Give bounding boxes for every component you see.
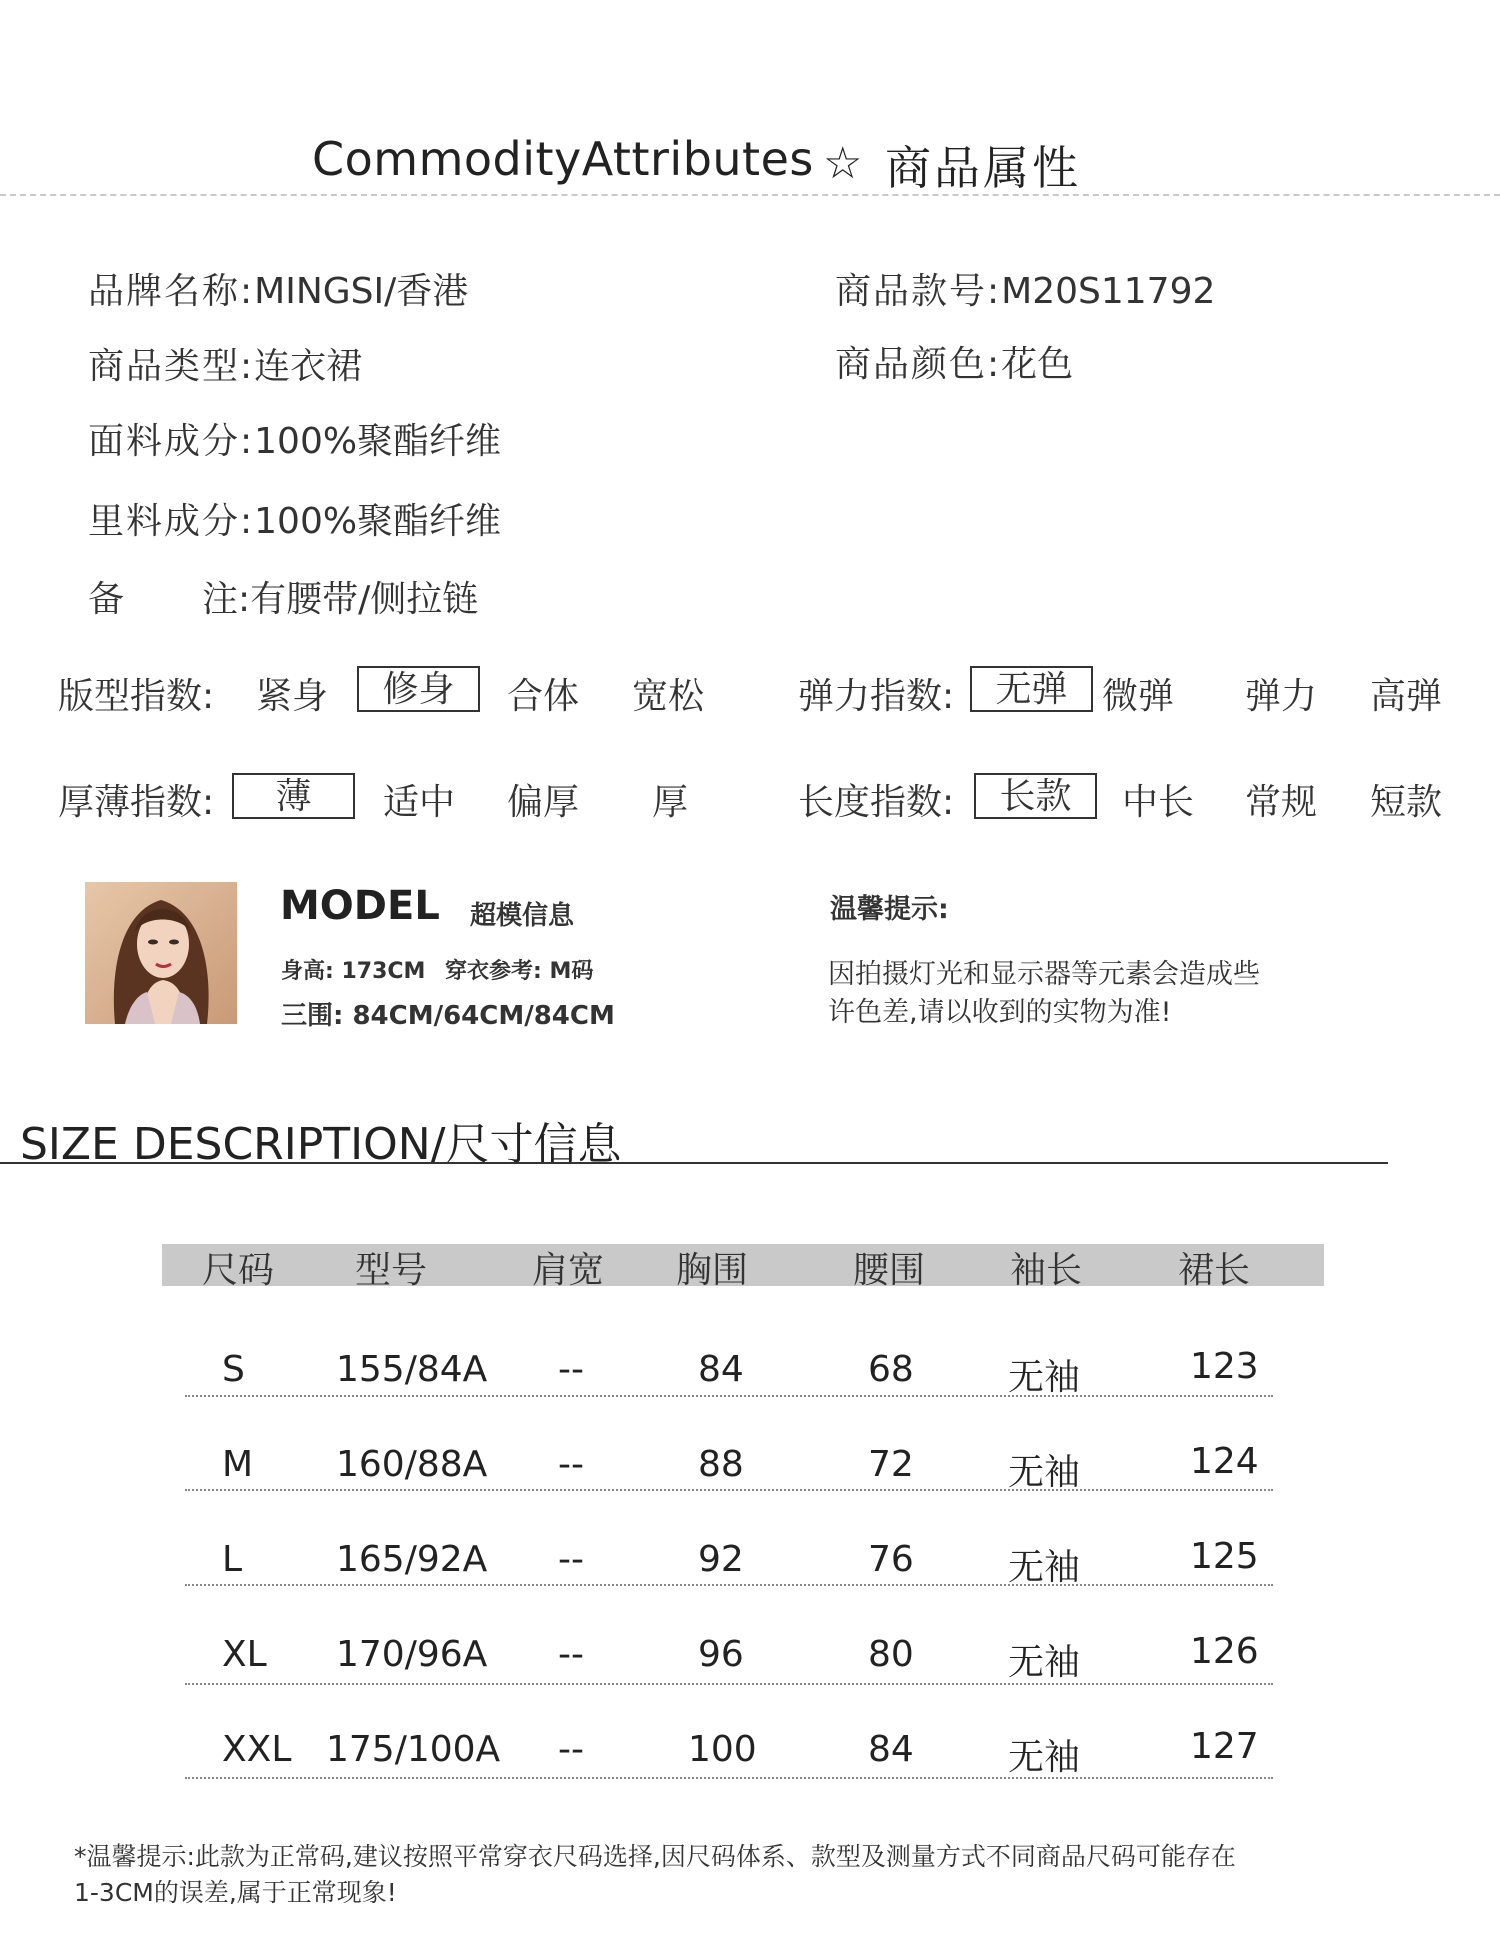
fit-index-label: 版型指数: bbox=[58, 676, 215, 717]
attr-remark bbox=[88, 571, 478, 622]
attr-type-value: 连衣裙 bbox=[254, 346, 363, 387]
elastic-option-1-selected: 无弹 bbox=[970, 666, 1093, 712]
cell-chest: 96 bbox=[698, 1634, 744, 1675]
elastic-option-3: 弹力 bbox=[1245, 676, 1318, 717]
model-measurements: 三围: 84CM/64CM/84CM bbox=[281, 1001, 615, 1031]
attr-color-label: 商品颜色: bbox=[835, 344, 1002, 385]
length-option-3: 常规 bbox=[1245, 782, 1318, 823]
cell-sleeve: 无袖 bbox=[1008, 1357, 1081, 1398]
th-model-no: 型号 bbox=[355, 1250, 428, 1291]
note-line-2: 1-3CM的误差,属于正常现象! bbox=[74, 1878, 397, 1907]
attr-type bbox=[88, 338, 362, 389]
row-divider bbox=[185, 1584, 1273, 1586]
cell-dress-length: 127 bbox=[1190, 1726, 1259, 1767]
tip-line-1: 因拍摄灯光和显示器等元素会造成些 bbox=[828, 959, 1260, 990]
attr-remark-label-b: 注: bbox=[202, 579, 251, 620]
cell-shoulder: -- bbox=[558, 1539, 584, 1580]
attr-brand-label: 品牌名称: bbox=[88, 271, 255, 312]
elastic-option-4: 高弹 bbox=[1370, 676, 1443, 717]
attr-style-no bbox=[835, 263, 1215, 314]
cell-waist: 68 bbox=[868, 1349, 914, 1390]
attr-fabric-label: 面料成分: bbox=[88, 421, 255, 462]
tip-line-2: 许色差,请以收到的实物为准! bbox=[828, 997, 1172, 1028]
attr-remark-label-a: 备 bbox=[88, 579, 125, 620]
cell-waist: 76 bbox=[868, 1539, 914, 1580]
row-divider bbox=[185, 1683, 1273, 1685]
thickness-option-4: 厚 bbox=[652, 782, 689, 823]
th-size: 尺码 bbox=[202, 1250, 275, 1291]
cell-waist: 72 bbox=[868, 1444, 914, 1485]
header-title-cn: 商品属性 bbox=[885, 141, 1081, 195]
thickness-index-label: 厚薄指数: bbox=[58, 782, 215, 823]
row-divider bbox=[185, 1395, 1273, 1397]
fit-option-4: 宽松 bbox=[632, 676, 705, 717]
attr-type-label: 商品类型: bbox=[88, 346, 255, 387]
cell-chest: 84 bbox=[698, 1349, 744, 1390]
thickness-option-3: 偏厚 bbox=[507, 782, 580, 823]
attr-lining-label: 里料成分: bbox=[88, 501, 255, 542]
elastic-option-2: 微弹 bbox=[1102, 676, 1175, 717]
elastic-index-label: 弹力指数: bbox=[798, 676, 955, 717]
size-divider bbox=[0, 1162, 1388, 1164]
cell-waist: 80 bbox=[868, 1634, 914, 1675]
model-height: 身高: 173CM bbox=[281, 959, 426, 984]
model-subtitle: 超模信息 bbox=[470, 901, 575, 931]
fit-option-1: 紧身 bbox=[256, 676, 329, 717]
attr-color-value: 花色 bbox=[1001, 344, 1074, 385]
cell-dress-length: 124 bbox=[1190, 1441, 1259, 1482]
cell-dress-length: 125 bbox=[1190, 1536, 1259, 1577]
cell-size: XL bbox=[222, 1634, 267, 1675]
cell-chest: 88 bbox=[698, 1444, 744, 1485]
length-option-2: 中长 bbox=[1122, 782, 1195, 823]
attr-fabric-value: 100%聚酯纤维 bbox=[254, 421, 502, 462]
thickness-option-1-selected: 薄 bbox=[232, 773, 355, 819]
cell-shoulder: -- bbox=[558, 1444, 584, 1485]
cell-model-no: 160/88A bbox=[336, 1444, 488, 1485]
tip-title: 温馨提示: bbox=[830, 894, 949, 925]
cell-sleeve: 无袖 bbox=[1008, 1737, 1081, 1778]
attr-lining bbox=[88, 493, 501, 544]
cell-model-no: 155/84A bbox=[336, 1349, 488, 1390]
fit-option-3: 合体 bbox=[507, 676, 580, 717]
attr-brand bbox=[88, 263, 468, 314]
th-waist: 腰围 bbox=[853, 1250, 926, 1291]
attr-remark-value: 有腰带/侧拉链 bbox=[250, 579, 479, 620]
cell-size: L bbox=[222, 1539, 243, 1580]
header-title-en: CommodityAttributes bbox=[312, 132, 814, 186]
cell-shoulder: -- bbox=[558, 1729, 584, 1770]
th-chest: 胸围 bbox=[676, 1250, 749, 1291]
th-sleeve: 袖长 bbox=[1010, 1250, 1083, 1291]
length-option-4: 短款 bbox=[1370, 782, 1443, 823]
attr-style-no-label: 商品款号: bbox=[835, 271, 1002, 312]
cell-size: S bbox=[222, 1349, 245, 1390]
model-photo bbox=[85, 882, 237, 1024]
row-divider bbox=[185, 1777, 1273, 1779]
header-divider bbox=[0, 194, 1500, 196]
attr-brand-value: MINGSI/香港 bbox=[254, 271, 469, 312]
cell-chest: 92 bbox=[698, 1539, 744, 1580]
cell-dress-length: 126 bbox=[1190, 1631, 1259, 1672]
cell-shoulder: -- bbox=[558, 1349, 584, 1390]
model-title: MODEL bbox=[280, 883, 440, 929]
cell-model-no: 165/92A bbox=[336, 1539, 488, 1580]
length-index-label: 长度指数: bbox=[798, 782, 955, 823]
cell-shoulder: -- bbox=[558, 1634, 584, 1675]
attr-fabric bbox=[88, 413, 501, 464]
cell-model-no: 175/100A bbox=[326, 1729, 501, 1770]
cell-model-no: 170/96A bbox=[336, 1634, 488, 1675]
fit-option-2-selected: 修身 bbox=[357, 666, 480, 712]
th-shoulder: 肩宽 bbox=[532, 1250, 605, 1291]
cell-sleeve: 无袖 bbox=[1008, 1642, 1081, 1683]
cell-waist: 84 bbox=[868, 1729, 914, 1770]
thickness-option-2: 适中 bbox=[383, 782, 456, 823]
attr-lining-value: 100%聚酯纤维 bbox=[254, 501, 502, 542]
size-title: SIZE DESCRIPTION/尺寸信息 bbox=[20, 1119, 622, 1170]
row-divider bbox=[185, 1489, 1273, 1491]
model-size-ref: 穿衣参考: M码 bbox=[445, 959, 594, 984]
note-line-1: *温馨提示:此款为正常码,建议按照平常穿衣尺码选择,因尺码体系、款型及测量方式不同商品尺码可能存在 bbox=[74, 1842, 1236, 1871]
length-option-1-selected: 长款 bbox=[974, 773, 1097, 819]
star-icon: ☆ bbox=[823, 138, 863, 189]
cell-chest: 100 bbox=[688, 1729, 757, 1770]
cell-size: XXL bbox=[222, 1729, 292, 1770]
cell-dress-length: 123 bbox=[1190, 1346, 1259, 1387]
th-dress-length: 裙长 bbox=[1178, 1250, 1251, 1291]
cell-sleeve: 无袖 bbox=[1008, 1547, 1081, 1588]
cell-sleeve: 无袖 bbox=[1008, 1452, 1081, 1493]
attr-color bbox=[835, 336, 1073, 387]
attr-style-no-value: M20S11792 bbox=[1001, 271, 1216, 312]
cell-size: M bbox=[222, 1444, 254, 1485]
